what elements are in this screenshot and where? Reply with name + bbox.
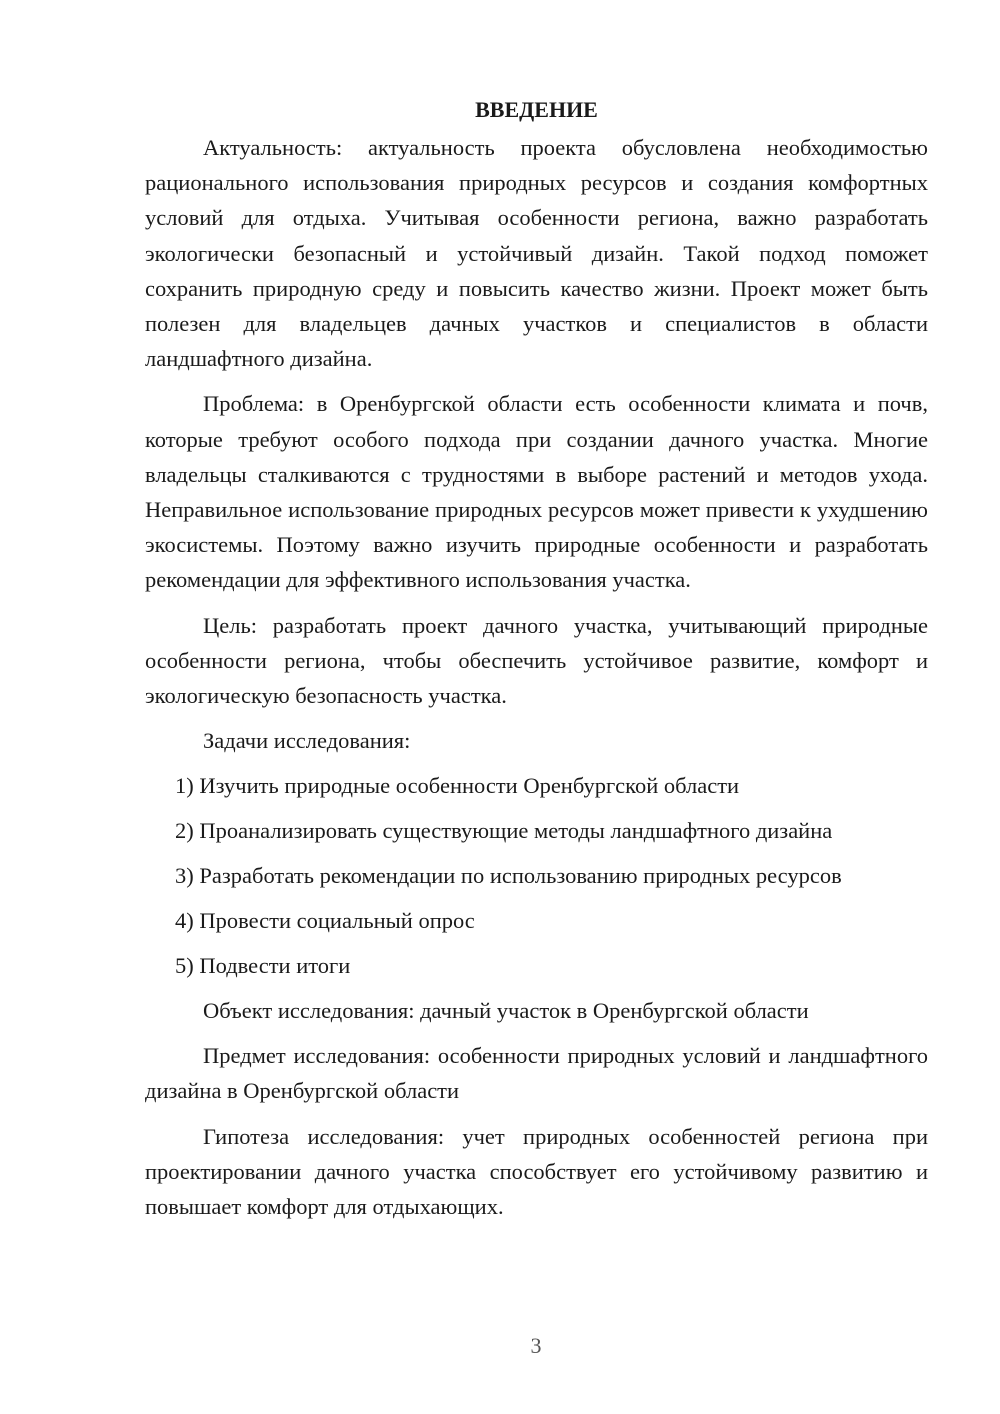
page-content [145,92,928,1234]
subject-paragraph: Предмет исследования: особенности природных условий и ландшафтного дизайна в Оренбургской области [145,1043,928,1104]
goal-paragraph: Цель: разработать проект дачного участка, учитывающий природные особенности региона, чтобы обеспечить устойчивое развитие, комфорт и экологическую безопасность участка. [145,612,928,709]
relevance-paragraph: Актуальность: актуальность проекта обусловлена необходимостью рационального использования природных ресурсов и создания комфортных условий для отдыха. Учитывая особенности региона, важно разработать экологически безопасный и устойчивый дизайн. Такой подход поможет сохранить природную среду и повысить качество жизни. Проект может быть полезен для владельцев дачных участков и специалистов в области ландшафтного дизайна. [145,135,928,372]
tasks-title: Задачи исследования: [203,728,411,754]
task-item: 3) Разработать рекомендации по использованию природных ресурсов [175,863,842,889]
problem-paragraph: Проблема: в Оренбургской области есть особенности климата и почв, которые требуют особого подхода при создании дачного участка. Многие владельцы сталкиваются с трудностями в выборе растений и методов ухода. Неправильное использование природных ресурсов может привести к ухудшению экосистемы. Поэтому важно изучить природные особенности и разработать рекомендации для эффективного использования участка. [145,391,928,593]
tasks-list [145,768,928,983]
object-paragraph: Объект исследования: дачный участок в Оренбургской области [203,998,809,1024]
hypothesis-paragraph: Гипотеза исследования: учет природных особенностей региона при проектировании дачного участка способствует его устойчивому развитию и повышает комфорт для отдыхающих. [145,1123,928,1220]
task-item: 1) Изучить природные особенности Оренбургской области [175,773,740,799]
task-item: 4) Провести социальный опрос [175,908,475,934]
task-item: 5) Подвести итоги [175,953,351,979]
page-title: ВВЕДЕНИЕ [475,97,598,122]
task-item: 2) Проанализировать существующие методы ландшафтного дизайна [175,818,833,844]
page-number: 3 [530,1333,542,1358]
